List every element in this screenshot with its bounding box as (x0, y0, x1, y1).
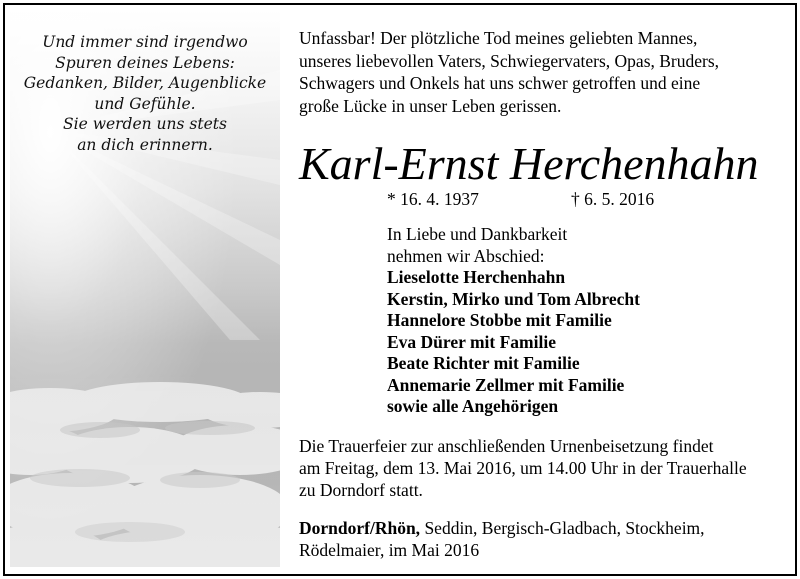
intro-line: große Lücke in unser Leben gerissen. (299, 95, 562, 116)
place-others: Seddin, Bergisch-Gladbach, Stockheim, (420, 518, 705, 538)
intro-line: unseres liebevollen Vaters, Schwiegervaters, Opas, Bruders, (299, 50, 720, 71)
death-date: † 6. 5. 2016 (571, 189, 655, 209)
intro-line: Unfassbar! Der plötzliche Tod meines geliebten Mannes, (299, 28, 698, 48)
place-main: Dorndorf/Rhön, (299, 518, 421, 538)
birth-date: * 16. 4. 1937 (387, 189, 479, 209)
funeral-notice (299, 435, 747, 501)
place-line-2: Rödelmaier, im Mai 2016 (299, 540, 480, 560)
poem-line: Gedanken, Bilder, Augenblicke (23, 74, 267, 92)
farewell-text (387, 223, 567, 267)
farewell-line: In Liebe und Dankbarkeit (387, 224, 568, 244)
poem-line: und Gefühle. (94, 94, 196, 113)
place-line (299, 517, 705, 539)
intro-text (299, 27, 785, 117)
mourner: Hannelore Stobbe mit Familie (387, 310, 612, 330)
mourner: Lieselotte Herchenhahn (387, 267, 566, 287)
farewell-line: nehmen wir Abschied: (387, 246, 545, 266)
funeral-line: Die Trauerfeier zur anschließenden Urnenbeisetzung findet (299, 436, 714, 456)
mourner: Eva Dürer mit Familie (387, 331, 556, 352)
mourner: Annemarie Zellmer mit Familie (387, 374, 625, 395)
place-and-date (299, 517, 705, 561)
poem-line: Sie werden uns stets (63, 115, 227, 133)
funeral-line: zu Dorndorf statt. (299, 480, 423, 500)
poem-line: Spuren deines Lebens: (55, 53, 235, 72)
deceased-name: Karl-Ernst Herchenhahn (299, 138, 759, 189)
obituary-frame (3, 3, 797, 576)
life-dates (387, 189, 654, 210)
poem-line: an dich erinnern. (77, 135, 213, 154)
clouds-sky-image (10, 10, 280, 567)
intro-line: Schwagers und Onkels hat uns schwer getroffen und eine (299, 73, 701, 93)
mourner: Beate Richter mit Familie (387, 353, 580, 373)
mourner: sowie alle Angehörigen (387, 396, 559, 416)
mourner: Kerstin, Mirko und Tom Albrecht (387, 288, 640, 309)
poem (10, 32, 280, 155)
funeral-line: am Freitag, dem 13. Mai 2016, um 14.00 Uhr in der Trauerhalle (299, 458, 747, 478)
obituary-content (299, 27, 785, 560)
poem-line: Und immer sind irgendwo (42, 33, 248, 51)
mourners-list (387, 267, 640, 418)
